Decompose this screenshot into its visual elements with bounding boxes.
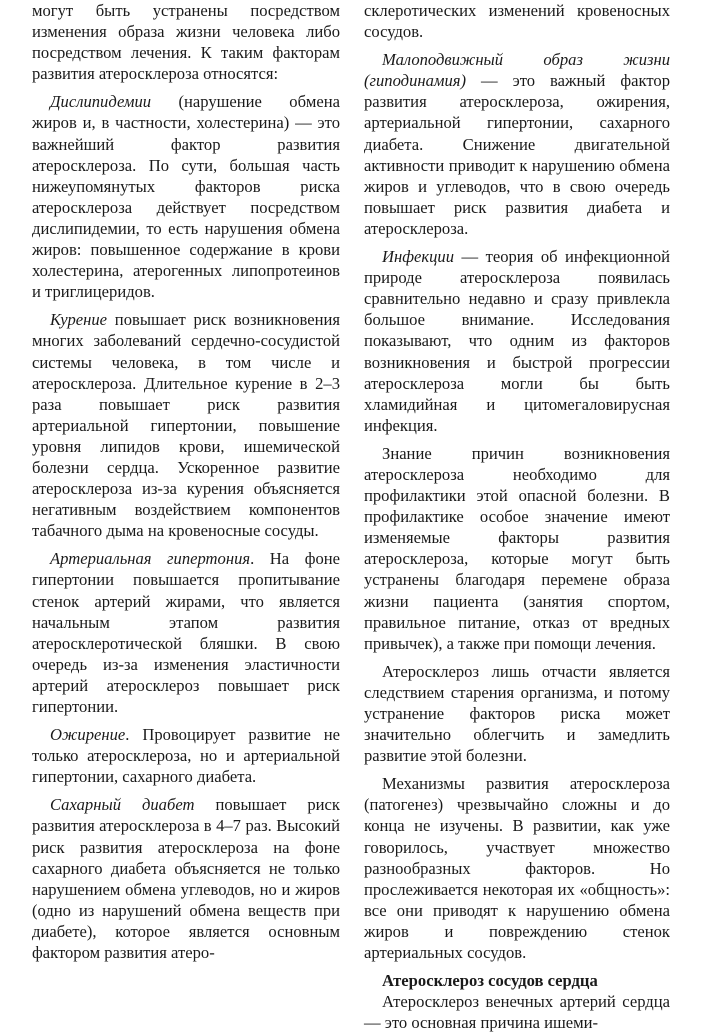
paragraph <box>364 49 670 239</box>
paragraph-term: Сахарный диабет <box>50 795 195 815</box>
paragraph <box>32 309 340 541</box>
paragraph-text: повышает риск возникновения многих заболеваний сердечно-сосудистой системы человека, в том числе и атеросклероза. Длительное курение в 2–3 раза повышает риск развития артериальной гипертонии, повышение уровня липидов крови, ишемической болезни сердца. Ускоренное развитие атеросклероза из-за курения объясняется негативным воздействием компонентов табачного дыма на кровеносные сосуды. <box>32 310 340 541</box>
paragraph-text: склеротических изменений кровеносных сосудов. <box>364 1 670 42</box>
paragraph-text: — это важный фактор развития атеросклероза, ожирения, артериальной гипертонии, сахарного диабета. Снижение двигательной активности приводит к нарушению обмена жиров и углеводов, что в свою очередь повышает риск развития диабета и атеросклероза. <box>364 71 670 238</box>
paragraph-text: . Провоцирует развитие не только атеросклероза, но и артериальной гипертонии, сахарного диабета. <box>32 725 340 787</box>
paragraph-text: могут быть устранены посредством изменения образа жизни человека либо посредством лечения. К таким факторам развития атеросклероза относятся: <box>32 1 340 84</box>
paragraph-term: Малоподвижный образ жизни (гиподинамия) <box>364 50 670 91</box>
paragraph-text: повышает риск развития атеросклероза в 4–7 раз. Высокий риск развития атеросклероза на фоне сахарного диабета объясняется не только нарушением обмена углеводов, но и жиров (одно из нарушений обмена веществ при диабете), которое является основным фактором развития атеро- <box>32 795 340 963</box>
paragraph <box>32 0 340 84</box>
paragraph-term: Ожирение <box>50 725 126 745</box>
paragraph-text: (нарушение обмена жиров и, в частности, холестерина) — это важнейший фактор развития атеросклероза. По сути, большая часть нижеупомянутых факторов риска атеросклероза действует посредством дислипидемии, то есть нарушения обмена жиров: повышенное содержание в крови холестерина, атерогенных липопротеинов и триглицеридов. <box>32 92 340 302</box>
paragraph-text: Атеросклероз лишь отчасти является следствием старения организма, и потому устранение факторов риска может значительно облегчить и замедлить развитие этой болезни. <box>364 661 670 766</box>
paragraph-term: Дислипидемии <box>50 92 152 112</box>
paragraph-text: — теория об инфекционной природе атеросклероза появилась сравнительно недавно и сразу привлекла большое внимание. Исследования показывают, что одним из факторов возникновения и быстрой прогрессии атеросклероза могли бы быть хламидийная и цитомегаловирусная инфекция. <box>364 247 670 435</box>
paragraph <box>364 773 670 963</box>
paragraph <box>364 246 670 436</box>
paragraph-text: Атеросклероз венечных артерий сердца — это основная причина ишеми- <box>364 992 670 1033</box>
paragraph <box>364 443 670 654</box>
right-column <box>364 0 670 1033</box>
paragraph-term: Курение <box>50 310 108 330</box>
paragraph <box>32 724 340 787</box>
paragraph <box>32 794 340 963</box>
paragraph <box>364 661 670 766</box>
paragraph-text: Знание причин возникновения атеросклероза необходимо для профилактики этой опасной болезни. В профилактике особое значение имеют изменяемые факторы развития атеросклероза, которые могут быть устранены благодаря перемене образа жизни пациента (занятия спортом, правильное питание, отказ от вредных привычек), а также при помощи лечения. <box>364 443 670 653</box>
paragraph-text: Механизмы развития атеросклероза (патогенез) чрезвычайно сложны и до конца не изучены. В развитии, как уже говорилось, участвует множество разнообразных факторов. Но прослеживается некоторая их «общность»: все они приводят к нарушению обмена жиров и повреждению стенок артериальных сосудов. <box>364 774 670 963</box>
paragraph <box>32 91 340 302</box>
paragraph <box>364 0 670 42</box>
paragraph-text: . На фоне гипертонии повышается пропитывание стенок артерий жирами, что является начальным этапом развития атеросклеротической бляшки. В свою очередь из-за изменения эластичности артерий атеросклероз повышает риск гипертонии. <box>32 549 340 716</box>
paragraph <box>32 548 340 717</box>
paragraph-term: Инфекции <box>382 247 455 267</box>
paragraph-term: Артериальная гипертония <box>50 549 251 569</box>
section-heading: Атеросклероз сосудов сердца <box>382 971 598 991</box>
paragraph <box>364 991 670 1033</box>
left-column <box>32 0 340 963</box>
